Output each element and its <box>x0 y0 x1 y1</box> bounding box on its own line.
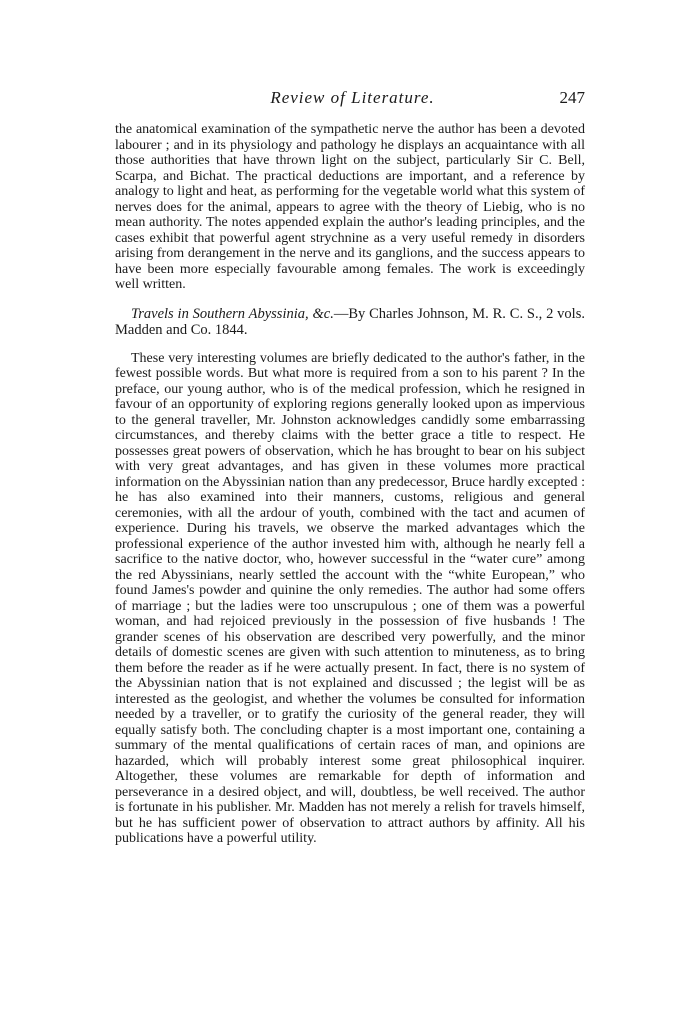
book-title: Travels in Southern Abyssinia, &c. <box>131 305 334 322</box>
running-title: Review of Literature. <box>270 88 435 107</box>
running-head <box>120 88 585 110</box>
page-number: 247 <box>559 88 585 107</box>
continuation-paragraph: the anatomical examination of the sympathetic nerve the author has been a devoted labourer ; and in its physiology and pathology he displays an acquaintance with all those authorities that have thrown light on the subject, particularly Sir C. Bell, Scarpa, and Bichat. The practical deductions are important, and a reference by analogy to light and heat, as performing for the vegetable world what this system of nerves does for the animal, appears to agree with the theory of Liebig, who is no mean authority. The notes appended explain the author's leading principles, and the cases exhibit that powerful agent strychnine as a very useful remedy in disorders arising from derangement in the nerve and its ganglions, and the success appears to have been more especially favourable among females. The work is exceedingly well written. <box>115 122 585 292</box>
book-byline: —By Charles Johnson, M. R. C. S., 2 vols. Madden and Co. 1844. <box>115 305 585 338</box>
review-paragraph: These very interesting volumes are briefly dedicated to the author's father, in the fewest possible words. But what more is required from a son to his parent ? In the preface, our young author, who is of the medical profession, which he resigned in favour of an opportunity of exploring regions generally looked upon as impervious to the general traveller, Mr. Johnston acknowledges candidly some embarrassing circumstances, and thereby claims with the better grace a title to respect. He possesses great powers of observation, which he has brought to bear on his subject with very great advantages, and has given in these volumes more practical information on the Abyssinian nation than any predecessor, Bruce hardly excepted : he has also examined into their manners, customs, religious and general ceremonies, with all the ardour of youth, combined with the tact and acumen of experience. During his travels, we observe the marked advantages which the professional experience of the author invested him with, although he nearly fell a sacrifice to the native doctor, who, however successful in the “water cure” among the red Abyssinians, nearly settled the account with the “white European,” who found James's powder and quinine the only remedies. The author had some offers of marriage ; but the ladies were too unscrupulous ; one of them was a powerful woman, and had rejoiced previously in the possession of five husbands ! The grander scenes of his observation are described very powerfully, and the minor details of domestic scenes are given with such attention to minuteness, as to bring them before the reader as if he were actually present. In fact, there is no system of the Abyssinian nation that is not explained and discussed ; the legist will be as interested as the geologist, and whether the volumes be consulted for information needed by a traveller, or to gratify the curiosity of the general reader, they will equally satisfy both. The concluding chapter is a most important one, containing a summary of the mental qualifications of certain races of man, and opinions are hazarded, which will probably interest some great philosophical inquirer. Altogether, these volumes are remarkable for depth of information and perseverance in a desired object, and will, doubtless, be well received. The author is fortunate in his publisher. Mr. Madden has not merely a relish for travels himself, but he has sufficient power of observation to attract authors by affinity. All his publications have a powerful utility. <box>115 350 585 846</box>
body-text <box>115 122 585 847</box>
book-notice-heading <box>115 306 585 338</box>
